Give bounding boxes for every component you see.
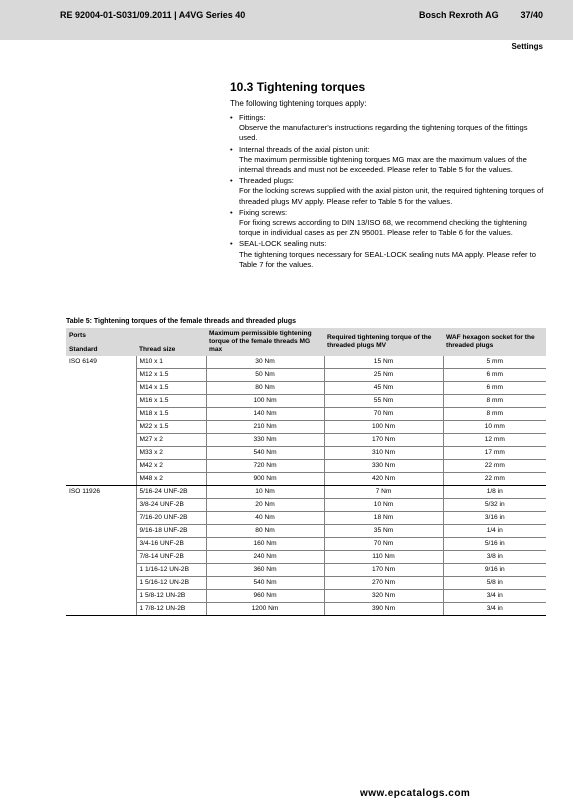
section-title: 10.3 Tightening torques [230,80,366,94]
section-intro: The following tightening torques apply: [230,99,367,108]
cell-max-torque: 960 Nm [206,590,324,603]
bullet-text: The maximum permissible tightening torques MG max are the maximum values of the internal threads and must not be exceeded. Please refer to Table 5 for the values. [239,154,527,175]
cell-max-torque: 80 Nm [206,525,324,538]
cell-required-torque: 18 Nm [324,512,443,525]
document-reference: RE 92004-01-S031/09.2011 | A4VG Series 40 [60,10,246,20]
cell-thread-size: M42 x 2 [136,460,206,473]
cell-waf: 17 mm [443,447,546,460]
table-row [66,499,546,512]
page-header [0,0,573,40]
cell-required-torque: 70 Nm [324,408,443,421]
cell-max-torque: 80 Nm [206,382,324,395]
cell-required-torque: 70 Nm [324,538,443,551]
cell-thread-size: M14 x 1.5 [136,382,206,395]
bullet-title: Internal threads of the axial piston unit: [239,144,370,154]
cell-max-torque: 50 Nm [206,369,324,382]
cell-standard [66,369,136,382]
cell-standard: ISO 6149 [69,358,97,366]
bullet-text: For the locking screws supplied with the axial piston unit, the required tightening torques of threaded plugs MV apply. Please refer to Table 5 for the values. [239,186,544,206]
table-row [66,408,546,421]
header-ports: Ports [66,328,206,343]
table-row [66,590,546,603]
bullet-text: Observe the manufacturer's instructions regarding the tightening torques of the fittings used. [239,123,528,143]
cell-max-torque: 540 Nm [206,447,324,460]
cell-thread-size: 1 5/16-12 UN-2B [136,577,206,590]
cell-standard [66,382,136,395]
cell-required-torque: 25 Nm [324,369,443,382]
cell-required-torque: 35 Nm [324,525,443,538]
cell-thread-size: M27 x 2 [136,434,206,447]
cell-thread-size: M16 x 1.5 [136,395,206,408]
table-row [66,551,546,564]
cell-max-torque: 240 Nm [206,551,324,564]
cell-required-torque: 15 Nm [324,356,443,369]
cell-thread-size: M10 x 1 [136,356,206,369]
header-max-torque: Maximum permissible tightening torque of the female threads MG max [206,328,324,356]
cell-waf: 12 mm [443,434,546,447]
cell-standard [66,538,136,551]
cell-max-torque: 40 Nm [206,512,324,525]
cell-required-torque: 170 Nm [324,564,443,577]
bullet-item [230,239,548,270]
cell-standard [66,499,136,512]
table-body [66,356,546,616]
cell-required-torque: 45 Nm [324,382,443,395]
cell-standard [66,473,136,486]
section-label: Settings [511,42,543,51]
cell-thread-size: 1 1/16-12 UN-2B [136,564,206,577]
table-row [66,538,546,551]
table-row [66,460,546,473]
cell-required-torque: 110 Nm [324,551,443,564]
cell-thread-size: 1 5/8-12 UN-2B [136,590,206,603]
cell-standard [66,512,136,525]
header-required-torque: Required tightening torque of the threaded plugs MV [324,328,443,356]
cell-required-torque: 270 Nm [324,577,443,590]
cell-standard [66,447,136,460]
bullet-title: SEAL-LOCK sealing nuts: [239,239,327,249]
cell-max-torque: 540 Nm [206,577,324,590]
table-row [66,577,546,590]
cell-waf: 9/16 in [443,564,546,577]
cell-max-torque: 1200 Nm [206,603,324,616]
table-row [66,356,546,369]
cell-thread-size: M18 x 1.5 [136,408,206,421]
table-row [66,564,546,577]
cell-max-torque: 10 Nm [206,486,324,499]
cell-required-torque: 390 Nm [324,603,443,616]
table-title: Table 5: Tightening torques of the female threads and threaded plugs [66,318,296,325]
cell-thread-size: 3/4-16 UNF-2B [136,538,206,551]
cell-thread-size: 7/16-20 UNF-2B [136,512,206,525]
cell-standard [66,421,136,434]
cell-waf: 1/4 in [443,525,546,538]
cell-standard [66,590,136,603]
bullet-title: Fixing screws: [239,207,288,217]
table-row [66,382,546,395]
cell-required-torque: 320 Nm [324,590,443,603]
cell-standard [66,577,136,590]
bullet-text: For fixing screws according to DIN 13/ISO 68, we recommend checking the tightening torque in individual cases as per ZN 95001. Please refer to Table 6 for the values. [239,218,527,238]
cell-thread-size: M22 x 1.5 [136,421,206,434]
cell-waf: 8 mm [443,395,546,408]
cell-standard [66,460,136,473]
bullet-icon: • [230,176,233,186]
bullet-item [230,145,548,176]
cell-required-torque: 7 Nm [324,486,443,499]
cell-waf: 22 mm [443,473,546,486]
cell-standard [66,408,136,421]
cell-waf: 5 mm [443,356,546,369]
table-row [66,486,546,499]
bullet-icon: • [230,239,233,249]
cell-required-torque: 420 Nm [324,473,443,486]
table-row [66,421,546,434]
bullet-item [230,208,548,239]
cell-max-torque: 720 Nm [206,460,324,473]
cell-standard [66,434,136,447]
cell-waf: 6 mm [443,369,546,382]
bullet-list [230,113,548,271]
header-standard: Standard [66,343,136,356]
bullet-title: Threaded plugs: [239,176,294,186]
bullet-text: The tightening torques necessary for SEAL-LOCK sealing nuts MA apply. Please refer to Table 7 for the values. [239,249,537,269]
cell-thread-size: 1 7/8-12 UN-2B [136,603,206,616]
cell-thread-size: 5/16-24 UNF-2B [136,486,206,499]
cell-waf: 5/8 in [443,577,546,590]
cell-waf: 22 mm [443,460,546,473]
cell-standard [66,525,136,538]
header-waf: WAF hexagon socket for the threaded plugs [443,328,546,356]
watermark: www.epcatalogs.com [360,788,471,799]
cell-required-torque: 100 Nm [324,421,443,434]
cell-required-torque: 310 Nm [324,447,443,460]
bullet-item [230,113,548,144]
cell-thread-size: M33 x 2 [136,447,206,460]
company-name: Bosch Rexroth AG [419,10,499,20]
bullet-icon: • [230,113,233,122]
cell-required-torque: 330 Nm [324,460,443,473]
cell-waf: 5/16 in [443,538,546,551]
cell-thread-size: M48 x 2 [136,473,206,486]
table-row [66,512,546,525]
table-row [66,473,546,486]
table-row [66,447,546,460]
cell-standard: ISO 11926 [69,488,101,496]
cell-thread-size: 7/8-14 UNF-2B [136,551,206,564]
table-row [66,525,546,538]
cell-waf: 10 mm [443,421,546,434]
table-row [66,434,546,447]
cell-thread-size: 3/8-24 UNF-2B [136,499,206,512]
cell-max-torque: 360 Nm [206,564,324,577]
cell-max-torque: 210 Nm [206,421,324,434]
header-thread-size: Thread size [136,343,206,356]
torque-table [66,328,546,616]
cell-max-torque: 900 Nm [206,473,324,486]
table-row [66,603,546,616]
cell-required-torque: 170 Nm [324,434,443,447]
bullet-icon: • [230,207,233,217]
cell-standard [66,551,136,564]
cell-max-torque: 100 Nm [206,395,324,408]
table-row [66,369,546,382]
cell-required-torque: 10 Nm [324,499,443,512]
cell-thread-size: M12 x 1.5 [136,369,206,382]
cell-standard [66,564,136,577]
cell-waf: 5/32 in [443,499,546,512]
cell-max-torque: 160 Nm [206,538,324,551]
cell-max-torque: 140 Nm [206,408,324,421]
page-number: 37/40 [520,10,543,20]
cell-max-torque: 330 Nm [206,434,324,447]
cell-max-torque: 20 Nm [206,499,324,512]
cell-required-torque: 55 Nm [324,395,443,408]
cell-waf: 3/8 in [443,551,546,564]
cell-max-torque: 30 Nm [206,356,324,369]
cell-standard [66,603,136,616]
cell-thread-size: 9/16-18 UNF-2B [136,525,206,538]
cell-standard [66,395,136,408]
bullet-title: Fittings: [239,113,266,122]
cell-waf: 3/16 in [443,512,546,525]
cell-waf: 6 mm [443,382,546,395]
cell-waf: 3/4 in [443,590,546,603]
bullet-icon: • [230,144,233,154]
cell-waf: 3/4 in [443,603,546,616]
cell-waf: 1/8 in [443,486,546,499]
bullet-item [230,176,548,207]
cell-waf: 8 mm [443,408,546,421]
table-row [66,395,546,408]
